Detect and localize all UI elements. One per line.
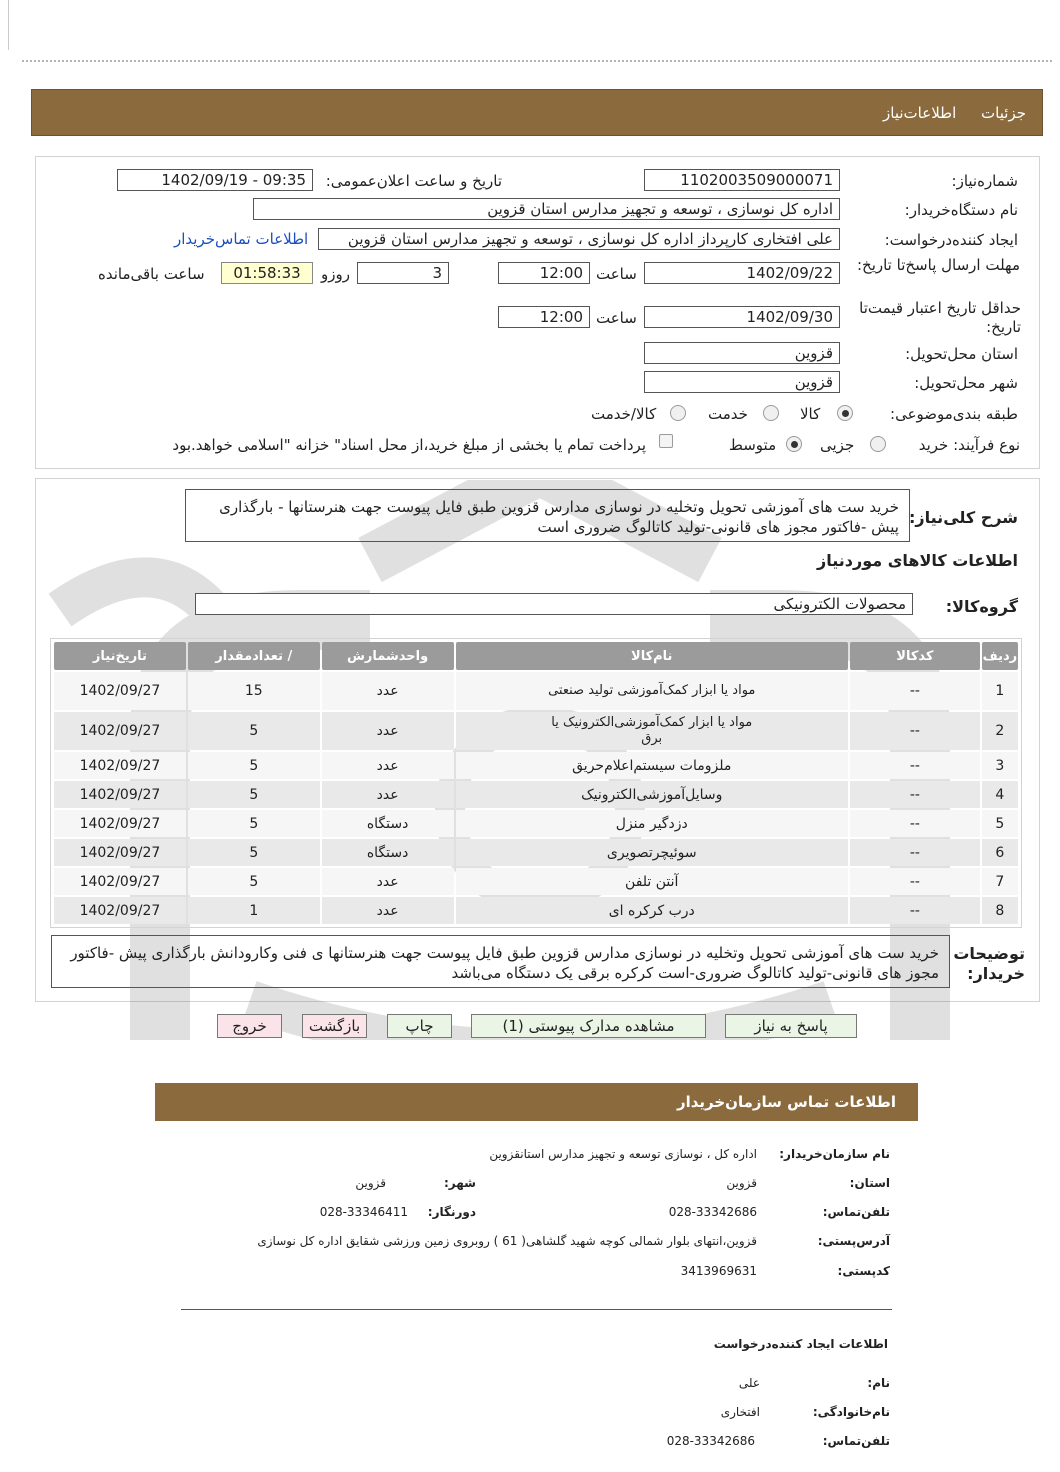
cell-name: دزدگیر منزل (456, 810, 848, 837)
goods-section-title: اطلاعات کالاهای موردنیاز (817, 551, 1018, 570)
cell-qty: 5 (188, 712, 320, 750)
province-contact-value: قزوین (726, 1176, 757, 1190)
cell-row: 2 (982, 712, 1018, 750)
process-buy-label: خرید (918, 436, 949, 454)
cell-name: آنتن تلفن (456, 868, 848, 895)
cell-unit: عدد (322, 868, 454, 895)
deadline-label: مهلت ارسال پاسخ‌تا تاریخ: (856, 256, 1020, 274)
creator-phone-value: 028-33342686 (666, 1434, 755, 1448)
reply-button[interactable]: پاسخ به نیاز (725, 1014, 857, 1038)
attachments-button[interactable]: مشاهده مدارک پیوستی (1) (471, 1014, 706, 1038)
cell-date: 1402/09/27 (54, 781, 186, 808)
phone-value: 028-33342686 (668, 1205, 757, 1219)
contact-divider (181, 1309, 892, 1310)
creator-field: علی افتخاری کارپرداز اداره کل نوسازی ، توسعه و تجهیز مدارس استان قزوین (318, 228, 840, 250)
creator-family-label: نام‌خانوادگی: (812, 1405, 890, 1419)
cell-date: 1402/09/27 (54, 672, 186, 710)
cell-name: سوئیچرتصویری (456, 839, 848, 866)
city-label: شهر محل‌تحویل: (914, 374, 1018, 392)
exit-button[interactable]: خروج (217, 1014, 282, 1038)
process-minor-radio[interactable] (870, 436, 886, 452)
deadline-time-label: ساعت (596, 265, 637, 283)
cell-row: 7 (982, 868, 1018, 895)
remaining-time-label: ساعت باقی‌مانده (98, 265, 205, 283)
postal-code-value: 3413969631 (680, 1264, 757, 1278)
cell-unit: عدد (322, 897, 454, 924)
province-field: قزوین (644, 342, 840, 364)
cell-row: 5 (982, 810, 1018, 837)
city-contact-label: شهر: (444, 1176, 476, 1190)
province-label: استان محل‌تحویل: (905, 345, 1018, 363)
payment-checkbox[interactable] (659, 434, 673, 448)
address-value: قزوین،انتهای بلوار شمالی کوچه شهید گلشاهی( 61 ) روبروی زمین ورزشی شقایق اداره کل نوسازی (257, 1234, 757, 1248)
postal-code-label: کد‌پستی: (837, 1264, 890, 1278)
tab-need-info[interactable]: اطلاعات‌نیاز (883, 104, 957, 122)
category-label: طبقه بندی‌موضوعی: (890, 405, 1018, 423)
cell-name-text: مواد یا ابزار کمک‌آموزشی‌الکترونیک یا برق (551, 715, 753, 746)
cell-code: -- (850, 839, 980, 866)
table-row (54, 897, 1018, 924)
description-label: شرح کلی‌نیاز: (909, 508, 1018, 527)
category-goods-label: کالا (800, 405, 821, 423)
cell-date: 1402/09/27 (54, 868, 186, 895)
print-button[interactable]: چاپ (387, 1014, 452, 1038)
col-row-number: ردیف (982, 642, 1018, 670)
cell-code: -- (850, 672, 980, 710)
dotted-divider (22, 60, 1052, 62)
category-service-radio[interactable] (763, 405, 779, 421)
cell-date: 1402/09/27 (54, 810, 186, 837)
left-border-line (8, 0, 9, 50)
payment-note: پرداخت تمام یا بخشی از مبلغ خرید،از محل اسناد" خزانه "اسلامی خواهد.بود (172, 436, 646, 454)
validity-time-field: 12:00 (498, 306, 590, 328)
creator-phone-label: تلفن‌تماس: (822, 1434, 890, 1448)
deadline-time-field: 12:00 (498, 262, 590, 284)
need-number-field: 1102003509000071 (644, 169, 840, 191)
process-label (917, 436, 1020, 454)
cell-qty: 1 (188, 897, 320, 924)
cell-qty: 5 (188, 839, 320, 866)
cell-code: -- (850, 897, 980, 924)
process-medium-label: متوسط (729, 436, 777, 454)
cell-name-text: مواد یا ابزار کمک‌آموزشی تولید صنعتی (548, 683, 756, 698)
table-row (54, 868, 1018, 895)
cell-name: وسایل‌آموزشی‌الکترونیک (456, 781, 848, 808)
cell-row: 6 (982, 839, 1018, 866)
cell-name (456, 712, 848, 750)
buyer-notes-label: توضیحات خریدار: (953, 944, 1025, 983)
process-medium-radio[interactable] (786, 436, 802, 452)
cell-qty: 5 (188, 810, 320, 837)
goods-group-label: گروه‌کالا: (945, 597, 1018, 616)
creator-label: ایجاد کننده‌درخواست: (884, 231, 1018, 249)
description-text: خرید ست های آموزشی تحویل وتخلیه در نوسازی مدارس قزوین طبق فایل پیوست جهت هنرستانها - بارگذاری پیش -فاکتور مجوز های قانونی-تولید کاتالوگ ضروری است (185, 489, 910, 542)
category-goods-service-label: کالا/خدمت (591, 405, 657, 423)
table-row (54, 672, 1018, 710)
process-minor-label: جزیی (820, 436, 855, 454)
announce-label: تاریخ و ساعت اعلان‌عمومی: (325, 172, 502, 190)
cell-date: 1402/09/27 (54, 839, 186, 866)
buyer-org-field: اداره کل نوسازی ، توسعه و تجهیز مدارس استان قزوین (253, 198, 840, 220)
category-goods-service-radio[interactable] (670, 405, 686, 421)
phone-label: تلفن‌تماس: (822, 1205, 890, 1219)
cell-row: 4 (982, 781, 1018, 808)
announce-field: 1402/09/19 - 09:35 (117, 169, 313, 191)
table-row (54, 810, 1018, 837)
cell-code: -- (850, 868, 980, 895)
col-need-date: تاریخ‌نیاز (54, 642, 186, 670)
col-item-name: نام‌کالا (456, 642, 848, 670)
cell-unit: دستگاه (322, 839, 454, 866)
cell-row: 8 (982, 897, 1018, 924)
buyer-org-label: نام دستگاه‌خریدار: (904, 201, 1018, 219)
goods-group-field: محصولات الکترونیکی (195, 593, 913, 615)
cell-qty: 5 (188, 781, 320, 808)
goods-table (52, 640, 1020, 926)
table-row (54, 781, 1018, 808)
tab-bar (31, 89, 1043, 136)
col-item-code: کدکالا (850, 642, 980, 670)
org-name-value: اداره کل ، نوسازی توسعه و تجهیز مدارس استانقزوین (489, 1147, 757, 1161)
tab-details[interactable]: جزئیات (981, 104, 1026, 122)
validity-date-field: 1402/09/30 (644, 306, 840, 328)
remaining-time-field: 01:58:33 (221, 262, 313, 284)
col-unit: واحدشمارش (322, 642, 454, 670)
cell-code: -- (850, 752, 980, 779)
deadline-date-field: 1402/09/22 (644, 262, 840, 284)
cell-name: ملزومات سیستم‌اعلام‌حریق (456, 752, 848, 779)
cell-date: 1402/09/27 (54, 897, 186, 924)
contact-section-title: اطلاعات تماس سازمان‌خریدار (155, 1083, 918, 1121)
need-number-label: شماره‌نیاز: (951, 172, 1018, 190)
cell-qty: 15 (188, 672, 320, 710)
creator-family-value: افتخاری (720, 1405, 760, 1419)
city-contact-value: قزوین (355, 1176, 386, 1190)
cell-row: 3 (982, 752, 1018, 779)
col-quantity: / تعدادمقدار (188, 642, 320, 670)
city-field: قزوین (644, 371, 840, 393)
cell-unit: دستگاه (322, 810, 454, 837)
cell-name: درب کرکره ای (456, 897, 848, 924)
cell-unit: عدد (322, 712, 454, 750)
cell-date: 1402/09/27 (54, 712, 186, 750)
days-field: 3 (357, 262, 449, 284)
days-label: روزو (321, 265, 350, 283)
back-button[interactable]: بازگشت (302, 1014, 367, 1038)
table-row (54, 752, 1018, 779)
cell-unit: عدد (322, 781, 454, 808)
buyer-contact-link[interactable]: اطلاعات تماس‌خریدار (174, 230, 309, 248)
cell-row: 1 (982, 672, 1018, 710)
creator-info-title: اطلاعات ایجاد کننده‌درخواست (713, 1337, 888, 1351)
process-type-label: نوع فرآیند: (953, 436, 1020, 454)
address-label: آدرس‌پستی: (817, 1234, 890, 1248)
province-contact-label: استان: (849, 1176, 890, 1190)
org-name-label: نام سازمان‌خریدار: (779, 1147, 890, 1161)
fax-value: 028-33346411 (319, 1205, 408, 1219)
cell-date: 1402/09/27 (54, 752, 186, 779)
validity-time-label: ساعت (596, 309, 637, 327)
cell-qty: 5 (188, 868, 320, 895)
cell-unit: عدد (322, 672, 454, 710)
validity-label: حداقل تاریخ اعتبار قیمت‌تا تاریخ: (859, 299, 1021, 336)
cell-code: -- (850, 781, 980, 808)
buyer-notes-text: خرید ست های آموزشی تحویل وتخلیه در نوسازی مدارس قزوین طبق فایل پیوست جهت هنرستانها ی فنی وکارودانش بارگذاری پیش -فاکتور مجوز های قانونی-تولید کاتالوگ ضروری-است کرکره برقی یک دستگاه می‌باشد (51, 935, 950, 988)
creator-name-label: نام: (867, 1376, 890, 1390)
table-row (54, 839, 1018, 866)
cell-unit: عدد (322, 752, 454, 779)
category-goods-radio[interactable] (837, 405, 853, 421)
creator-name-value: علی (738, 1376, 760, 1390)
cell-name (456, 672, 848, 710)
fax-label: دورنگار: (427, 1205, 476, 1219)
cell-qty: 5 (188, 752, 320, 779)
table-row (54, 712, 1018, 750)
category-service-label: خدمت (708, 405, 748, 423)
cell-code: -- (850, 810, 980, 837)
cell-code: -- (850, 712, 980, 750)
